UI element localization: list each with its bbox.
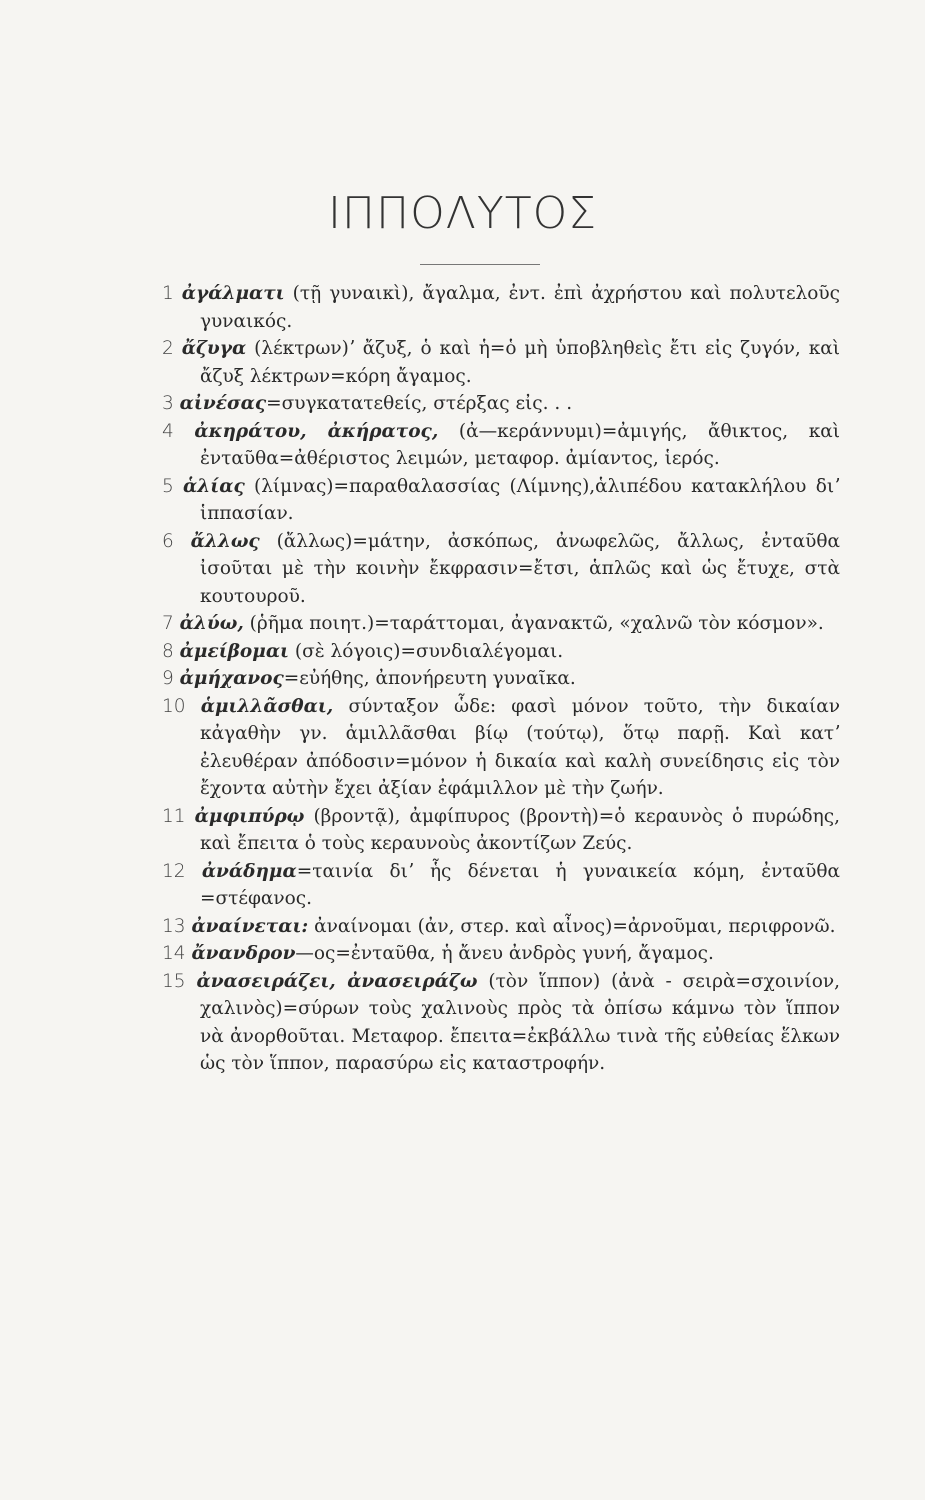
glossary-entry (150, 803, 840, 858)
glossary-entry (150, 473, 840, 528)
entry-lemma: ἀμφιπύρῳ (194, 805, 305, 827)
glossary-entry (150, 610, 840, 638)
entry-number: 8 (162, 640, 174, 662)
entry-number: 3 (162, 393, 174, 414)
entry-number: 13 (162, 915, 186, 937)
entry-text: (ἄλλως)=μάτην, ἀσκόπως, ἀνωφελῶς, ἄλλως, ἐνταῦθα ἰσοῦται μὲ τὴν κοινὴν ἔκφρασιν=ἔτσι, ἁπλῶς καὶ ὡς ἔτυχε, στὰ κουτουροῦ. (200, 530, 840, 607)
glossary-entry (150, 638, 840, 666)
glossary-entry (150, 913, 840, 941)
entry-number: 9 (162, 668, 174, 689)
entry-lemma: ἀκηράτου, ἀκήρατος, (194, 420, 439, 442)
glossary-entry (150, 280, 840, 335)
entry-number: 2 (162, 338, 174, 359)
entry-text: (σὲ λόγοις)=συνδιαλέγομαι. (294, 640, 564, 662)
entry-number: 5 (162, 475, 174, 497)
entry-number: 1 (162, 283, 174, 304)
entry-text: (λέκτρων)ʼ ἄζυξ, ὁ καὶ ἡ=ὁ μὴ ὑποβληθεὶς ἔτι εἰς ζυγόν, καὶ ἄζυξ λέκτρων=κόρη ἄγαμος. (200, 338, 841, 387)
entry-text: (τῇ γυναικὶ), ἄγαλμα, ἐντ. ἐπὶ ἀχρήστου καὶ πολυτελοῦς γυναικός. (200, 283, 840, 332)
entry-lemma: ἀνασειράζει, ἀνασειράζω (196, 970, 478, 992)
entry-text: (τὸν ἵππον) (ἀνὰ - σειρὰ=σχοινίον, χαλινὸς)=σύρων τοὺς χαλινοὺς πρὸς τὰ ὀπίσω κάμνω τὸν ἵππον νὰ ἀνορθοῦται. Μεταφορ. ἔπειτα=ἐκβάλλω τινὰ τῆς εὐθείας ἕλκων ὡς τὸν ἵππον, παρασύρω εἰς καταστροφήν. (200, 970, 840, 1074)
entry-number: 15 (162, 970, 186, 992)
entry-number: 10 (162, 695, 186, 717)
glossary-entry (150, 528, 840, 611)
entry-text: =συγκατατεθείς, στέρξας εἰς. . . (266, 393, 573, 414)
entry-number: 6 (162, 530, 174, 552)
entry-lemma: ἀνάδημα (201, 860, 297, 882)
glossary-entry (150, 418, 840, 473)
glossary-entry (150, 665, 840, 693)
glossary-entry (150, 968, 840, 1078)
entry-lemma: ἁλίας (183, 475, 245, 497)
entry-lemma: ἀλύω, (179, 613, 244, 634)
entry-number: 14 (162, 943, 186, 964)
entry-text: (βροντᾷ), ἀμφίπυρος (βροντὴ)=ὁ κεραυνὸς ὁ πυρώδης, καὶ ἔπειτα ὁ τοὺς κεραυνοὺς ἀκοντίζων Ζεύς. (200, 805, 841, 854)
page-title: ΙΠΠΟΛΥΤΟΣ (327, 188, 598, 239)
entry-number: 12 (162, 860, 186, 882)
glossary-entry (150, 335, 840, 390)
entry-text: (ἀ—κεράννυμι)=ἀμιγής, ἄθικτος, καὶ ἐνταῦθα=ἀθέριστος λειμών, μεταφορ. ἀμίαντος, ἱερός. (200, 420, 841, 469)
glossary-list (150, 280, 840, 1078)
entry-lemma: ἄλλως (190, 530, 260, 552)
glossary-entry (150, 390, 840, 418)
glossary-entry (150, 940, 840, 968)
entry-number: 4 (162, 420, 174, 442)
entry-text: =εὐήθης, ἀπονήρευτη γυναῖκα. (283, 668, 576, 689)
entry-lemma: αἰνέσας (179, 393, 267, 414)
entry-text: —ος=ἐνταῦθα, ἡ ἄνευ ἀνδρὸς γυνή, ἄγαμος. (295, 943, 714, 964)
entry-text: (λίμνας)=παραθαλασσίας (Λίμνης),ἁλιπέδου κατακλήλου διʼ ἱππασίαν. (200, 475, 840, 524)
entry-lemma: ἀγάλματι (181, 283, 285, 304)
entry-number: 7 (162, 613, 174, 634)
entry-lemma: ἀμείβομαι (179, 640, 290, 662)
entry-lemma: ἀναίνεται: (191, 915, 309, 937)
title-divider (420, 264, 540, 265)
entry-lemma: ἄνανδρον (191, 943, 296, 964)
entry-lemma: ἄζυγα (181, 338, 247, 359)
entry-lemma: ἀμήχανος (179, 668, 284, 689)
glossary-entry (150, 693, 840, 803)
entry-text: (ῥῆμα ποιητ.)=ταράττομαι, ἀγανακτῶ, «χαλνῶ τὸν κόσμον». (249, 613, 824, 634)
entry-text: ἀναίνομαι (ἀν, στερ. καὶ αἶνος)=ἀρνοῦμαι, περιφρονῶ. (314, 915, 836, 937)
entry-text: =ταινία διʼ ἧς δένεται ἡ γυναικεία κόμη, ἐνταῦθα =στέφανος. (200, 860, 840, 909)
entry-number: 11 (162, 805, 186, 827)
glossary-entry (150, 858, 840, 913)
entry-text: σύνταξον ὧδε: φασὶ μόνον τοῦτο, τὴν δικαίαν κἀγαθὴν γν. ἁμιλλᾶσθαι βίῳ (τούτῳ), ὅτῳ παρῇ. Καὶ κατʼ ἐλευθέραν ἀπόδοσιν=μόνον ἡ δικαία καὶ καλὴ συνείδησις εἰς τὸν ἔχοντα αὐτὴν ἔχει ἀξίαν ἐφάμιλλον μὲ τὴν ζωήν. (200, 695, 840, 799)
entry-lemma: ἁμιλλᾶσθαι, (200, 695, 334, 717)
